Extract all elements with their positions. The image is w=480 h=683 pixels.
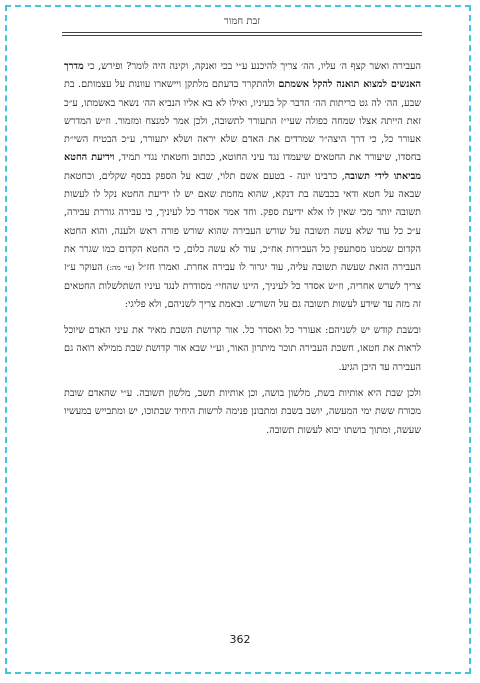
body-text bbox=[64, 58, 421, 448]
header-rule-bottom bbox=[62, 35, 422, 36]
running-header-title: זבת חמור bbox=[223, 16, 261, 27]
bold-phrase: מדרך האנשים למצוא תואנה להקל אשמתם bbox=[64, 61, 421, 91]
paragraph bbox=[64, 322, 421, 377]
source-reference: (עי׳ מה:) bbox=[106, 263, 135, 273]
header-rule-top bbox=[62, 32, 422, 33]
text-segment: ובשבת קודש יש לשניהם: אעורר כל ואסדר כל. אור קדושת השבת מאיר את עיני האדם שיוכל לראות את חטאו, חשכת העבירה תוכר מיתרון האור, וע״י שבא אור קדושת שבת ממילא רואה גם העבירה עד היכן הגיע. bbox=[64, 325, 421, 373]
bold-phrase: וידיעת החטא מביאתו לידי תשובה bbox=[64, 152, 421, 182]
paragraph bbox=[64, 385, 421, 440]
text-segment: העוקר ע״ז צריך לשרש אחריה, וז״ש אסדר כל לעיניך, היינו שהחי״ מסודרת לנגד עיניו השתלשלות החטאים זה מזה עד שידע לעשות תשובה גם על השורש. ובאמת צריך לשניהם, ולא פליגי: bbox=[64, 262, 421, 310]
text-segment: , כרבינו יונה - בטעם אשם תלוי, שבא על הספק בכסף שקלים, וכחטאת שבאה על חטא ודאי בכבשה בת דנקא, שהוא מחמת שאם יש לו ידיעת החטא נקל לו לעשות תשובה יותר מכי שאין לו אלא ידיעת ספק. וחד אמר אסדר כל לעיניך, כי עבירה גוררת עבירה, ע״כ כל עוד שלא עשה תשובה על שורש העבירה שהוא שורש פורה ראש ולענה, והוא החטא הקדום שממנו מסתעפין כל העבירות אח״כ, עוד לא עשה כלום, כי החטא הקדום כמו שגרר את העבירה הזאת שעשה תשובה עליה, עוד יגרור לו עבירה אחרת. ואמרו חז״ל bbox=[64, 170, 421, 274]
text-segment: ולכן שבת היא אותיות בשת, מלשון בושה, וכן אותיות תשב, מלשון תשובה. ע״י שהאדם שובת מכורח ששת ימי המעשה, יושב בשבת ומתבונן פנימה לרשות היחיד שבתוכו, יש ומתבייש במעשיו שעשה, ומתוך בושתו יבוא לעשות תשובה. bbox=[64, 388, 421, 436]
running-header bbox=[62, 14, 422, 44]
page-number: 362 bbox=[229, 633, 251, 646]
paragraph bbox=[64, 58, 421, 314]
text-segment: העבירה ואשר קצף ה׳ עליו, הה׳ צריך להיכנע ע״י בכי ואנקה, וקינה היה לומר? ופירש, כי bbox=[83, 61, 421, 72]
text-segment: ולהתקרר בדעתם מלתקן ויישארו עוונות על עצמותם. בת שבע, הה׳ לה גט כריתות הה׳ הדבר קל בעיניו, ואילו לא בא אליו הנביא הה׳ נשאר באשמתו, ע״כ זאת הייתה אצלו שמחה כפולה שעי״ז התעורר לתשובה, ולכן אמר למנצח ומזמור. וז״ש המדרש אעורר כל, כי דרך היצה״ר שמרדים את האדם שלא יראה ושלא יתעורר, ע״כ הבטיח השי״ת בחסדו, שיעורר את החטאים שיעמדו נגד עיני החוטא, ככתוב וחטאתי נגדי תמיד, bbox=[64, 79, 421, 164]
